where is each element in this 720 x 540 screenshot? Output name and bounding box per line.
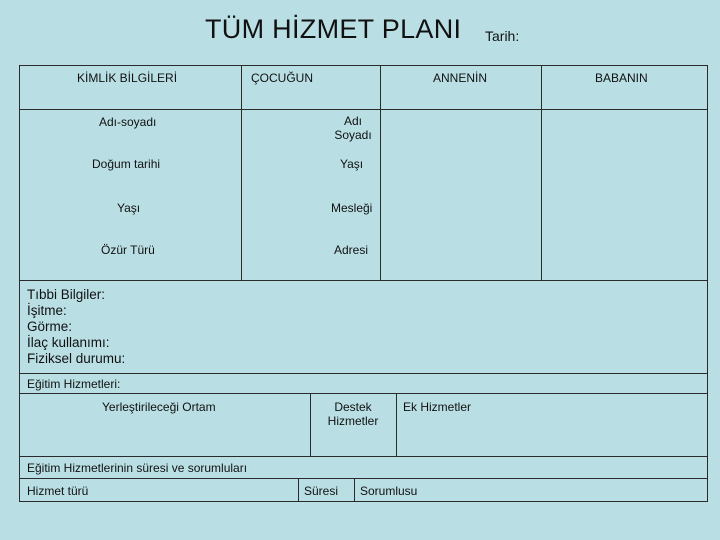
- education-header: Eğitim Hizmetleri:: [27, 377, 121, 391]
- duration-responsible: Sorumlusu: [360, 484, 418, 498]
- duration-label: Süresi: [304, 484, 339, 498]
- col-divider-support-extra: [396, 393, 397, 456]
- row-label-parent-name: Adı Soyadı: [334, 114, 372, 142]
- education-section-divider: [19, 456, 708, 457]
- row-label-parent-address: Adresi: [334, 243, 369, 257]
- identity-section-divider: [19, 280, 708, 281]
- col-divider-duration-responsible: [354, 478, 355, 502]
- header-row-divider: [19, 109, 708, 110]
- col-divider-identity-child: [241, 65, 242, 280]
- duration-header: Eğitim Hizmetlerinin süresi ve sorumluları: [27, 461, 248, 475]
- row-label-parent-job: Mesleği: [331, 201, 373, 215]
- education-header-divider: [19, 393, 708, 394]
- education-placement: Yerleştirileceği Ortam: [102, 400, 216, 414]
- education-extra: Ek Hizmetler: [403, 400, 472, 414]
- col-divider-placement-support: [310, 393, 311, 456]
- col-header-mother: ANNENİN: [433, 71, 488, 85]
- row-label-disability: Özür Türü: [101, 243, 155, 257]
- date-label: Tarih:: [485, 28, 520, 44]
- row-label-parent-age: Yaşı: [340, 157, 364, 171]
- col-header-child: ÇOCUĞUN: [251, 71, 313, 85]
- col-divider-type-duration: [298, 478, 299, 502]
- row-label-age: Yaşı: [117, 201, 141, 215]
- medical-info-block: Tıbbi Bilgiler: İşitme: Görme: İlaç kullanımı: Fiziksel durumu:: [27, 287, 126, 366]
- col-header-identity: KİMLİK BİLGİLERİ: [77, 71, 178, 85]
- education-support: Destek Hizmetler: [327, 400, 379, 428]
- page-title: TÜM HİZMET PLANI: [205, 14, 462, 44]
- col-divider-mother-father: [541, 65, 542, 280]
- col-header-father: BABANIN: [595, 71, 648, 85]
- duration-service-type: Hizmet türü: [27, 484, 89, 498]
- row-label-birth-date: Doğum tarihi: [92, 157, 161, 171]
- col-divider-child-mother: [380, 65, 381, 280]
- row-label-child-name: Adı-soyadı: [99, 115, 157, 129]
- medical-section-divider: [19, 373, 708, 374]
- duration-header-divider: [19, 478, 708, 479]
